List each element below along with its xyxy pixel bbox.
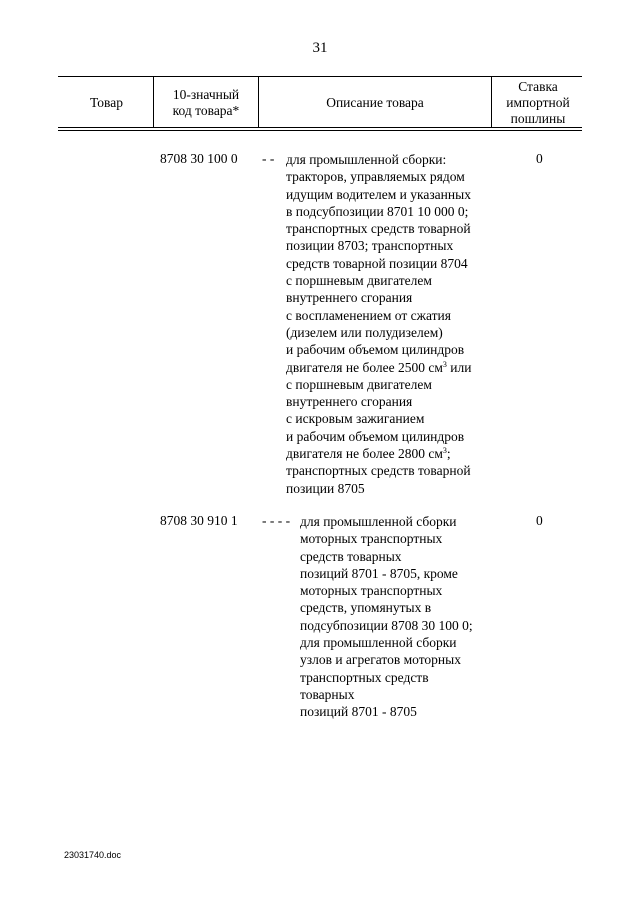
description-line: для промышленной сборки [300, 635, 457, 651]
row-2-duty: 0 [536, 513, 543, 528]
description-line: и рабочим объемом цилиндров [286, 428, 465, 444]
row-1-code: 8708 30 100 0 [160, 151, 238, 166]
row-2-dashes: - - - - [262, 513, 291, 528]
description-line: внутреннего сгорания [286, 394, 413, 410]
table-top-rule [58, 76, 582, 77]
description-line: позиции 8705 [286, 480, 365, 496]
description-text: двигателя не более 2800 см [286, 446, 443, 462]
description-line: для промышленной сборки: [286, 152, 447, 167]
header-code [154, 87, 258, 119]
header-duty-line1: Ставка [518, 79, 558, 94]
description-line [286, 445, 471, 462]
header-code-line1: 10-значный [172, 87, 240, 102]
superscript-3: 3 [442, 359, 447, 369]
description-text: ; [446, 446, 451, 462]
description-line: с поршневым двигателем [286, 273, 432, 289]
description-line: подсубпозиции 8708 30 100 0; [300, 617, 473, 633]
description-line: с поршневым двигателем [286, 376, 432, 392]
description-line: идущим водителем и указанных [286, 186, 471, 202]
row-1-dashes: - - [262, 151, 275, 166]
description-line: товарных [300, 686, 355, 702]
description-line: в подсубпозиции 8701 10 000 0; [286, 203, 469, 219]
description-text: или [446, 359, 472, 375]
table-header-rule-double [58, 130, 582, 131]
header-product: Товар [90, 95, 123, 110]
description-line: моторных транспортных [300, 583, 443, 599]
page-number: 31 [312, 40, 328, 56]
description-line: узлов и агрегатов моторных [300, 652, 461, 668]
superscript-3: 3 [442, 446, 447, 456]
description-line: средств товарных [300, 548, 402, 564]
table-header-rule [58, 127, 582, 128]
description-line: для промышленной сборки [300, 514, 457, 529]
header-code-line2: код товара* [172, 103, 240, 118]
description-line: транспортных средств товарной [286, 221, 471, 237]
row-1-duty: 0 [536, 151, 543, 166]
description-line: средств товарной позиции 8704 [286, 255, 468, 271]
description-line: с воспламенением от сжатия [286, 307, 451, 323]
description-line: с искровым зажиганием [286, 411, 425, 427]
description-line: внутреннего сгорания [286, 290, 413, 306]
description-text: двигателя не более 2500 см [286, 359, 443, 375]
description-line: средств, упомянутых в [300, 600, 432, 616]
description-line: тракторов, управляемых рядом [286, 169, 465, 185]
description-line: позиций 8701 - 8705, кроме [300, 565, 458, 581]
footer-filename: 23031740.doc [64, 850, 122, 860]
row-2-description [300, 513, 473, 721]
header-duty-line2: импортной [506, 95, 570, 110]
description-line: и рабочим объемом цилиндров [286, 342, 465, 358]
row-1-description [286, 151, 471, 497]
header-duty-line3: пошлины [510, 111, 566, 126]
description-line: позиций 8701 - 8705 [300, 704, 417, 720]
description-line: транспортных средств [300, 669, 429, 685]
description-line: позиции 8703; транспортных [286, 238, 454, 254]
header-description: Описание товара [326, 95, 424, 110]
header-duty [492, 79, 584, 127]
row-2-code: 8708 30 910 1 [160, 513, 238, 528]
description-line [286, 359, 471, 376]
description-line: (дизелем или полудизелем) [286, 324, 443, 340]
description-line: моторных транспортных [300, 531, 443, 547]
description-line: транспортных средств товарной [286, 463, 471, 479]
